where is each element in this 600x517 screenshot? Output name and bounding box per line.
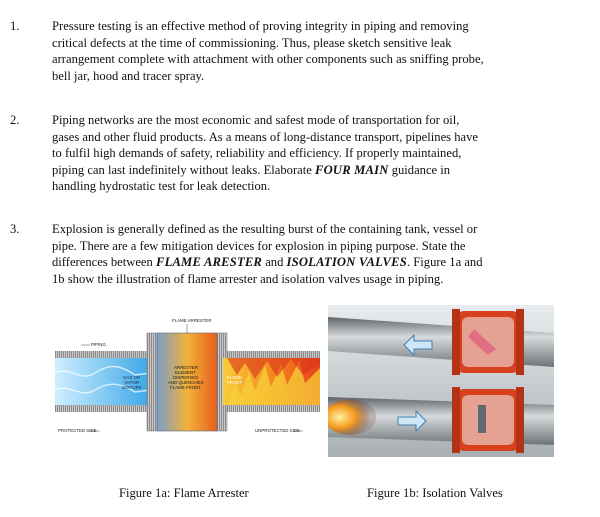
text-segment: piping can last indefinitely without leaks. Elaborate — [52, 162, 315, 177]
flame-front-label: FLAME — [227, 375, 242, 380]
emphasis-text: ISOLATION VALVES — [286, 255, 407, 270]
pipe-wall — [55, 351, 151, 358]
text-line: critical defects at the time of commissioning. Thus, please sketch sensitive leak — [52, 35, 452, 50]
element-label: ELEMENT — [175, 370, 196, 375]
text-segment: and — [262, 255, 287, 270]
text-segment: guidance in — [388, 162, 451, 177]
text-line: Piping networks are the most economic and safest mode of transportation for oil, — [52, 113, 460, 127]
text-line: bell jar, hood and tracer spray. — [52, 68, 205, 83]
text-line — [52, 254, 543, 271]
flame-arrester-figure — [55, 313, 320, 448]
gas-mixture-label: MIXTURE — [122, 385, 142, 390]
question-number: 1. — [10, 19, 20, 33]
pipe-wall — [223, 351, 320, 358]
question-text — [52, 112, 543, 195]
text-line: Pressure testing is an effective method of proving integrity in piping and removing — [52, 19, 469, 33]
pipe-wall — [223, 405, 320, 412]
figure-1b-caption: Figure 1b: Isolation Valves — [367, 486, 503, 500]
emphasis-text: FLAME ARESTER — [155, 255, 263, 270]
question-number: 3. — [10, 222, 20, 236]
question-number: 2. — [10, 113, 20, 127]
text-line: Explosion is generally defined as the resulting burst of the containing tank, vessel or — [52, 222, 478, 236]
question-text — [52, 18, 543, 84]
text-line: arrangement complete with attachment with other components such as sniffing probe, — [52, 52, 484, 67]
text-line: to fulfil high demands of safety, reliability and efficiency. If properly maintained, — [52, 146, 462, 161]
text-line: gases and other fluid products. As a means of long-distance transport, pipelines have — [52, 129, 478, 144]
figure-1a-caption: Figure 1a: Flame Arrester — [119, 486, 249, 500]
element-label: ARRESTER — [174, 365, 198, 370]
flame-arrester-label: FLAME ARRESTER — [172, 318, 212, 323]
text-line: handling hydrostatic test for leak detection. — [52, 179, 271, 194]
isolation-valves-figure — [328, 305, 554, 457]
text-line: pipe. There are a few mitigation devices for explosion in piping purpose. State the — [52, 238, 466, 253]
flame-front-label: FRONT — [227, 380, 243, 385]
valve-flap-closed — [478, 405, 486, 433]
text-segment: differences between — [52, 255, 156, 270]
element-label: AND QUENCHES — [168, 380, 204, 385]
emphasis-text: FOUR MAIN — [315, 162, 389, 177]
element-label: FLAME FRONT — [170, 385, 201, 390]
left-flange — [147, 333, 157, 431]
pipe-wall — [55, 405, 151, 412]
protected-side-label: PROTECTED SIDE — [58, 428, 97, 433]
unprotected-side-label: UNPROTECTED SIDE — [255, 428, 300, 433]
gas-mixture-label: VAPOR — [124, 380, 140, 385]
text-segment: . Figure 1a and — [406, 255, 483, 270]
element-label: DISPERSES — [173, 375, 199, 380]
gas-mixture-label: GAS OR — [123, 375, 141, 380]
question-text — [52, 221, 543, 287]
text-line — [52, 162, 543, 179]
text-line: 1b show the illustration of flame arrester and isolation valves usage in piping. — [52, 271, 444, 286]
piping-label: PIPING — [91, 342, 106, 347]
